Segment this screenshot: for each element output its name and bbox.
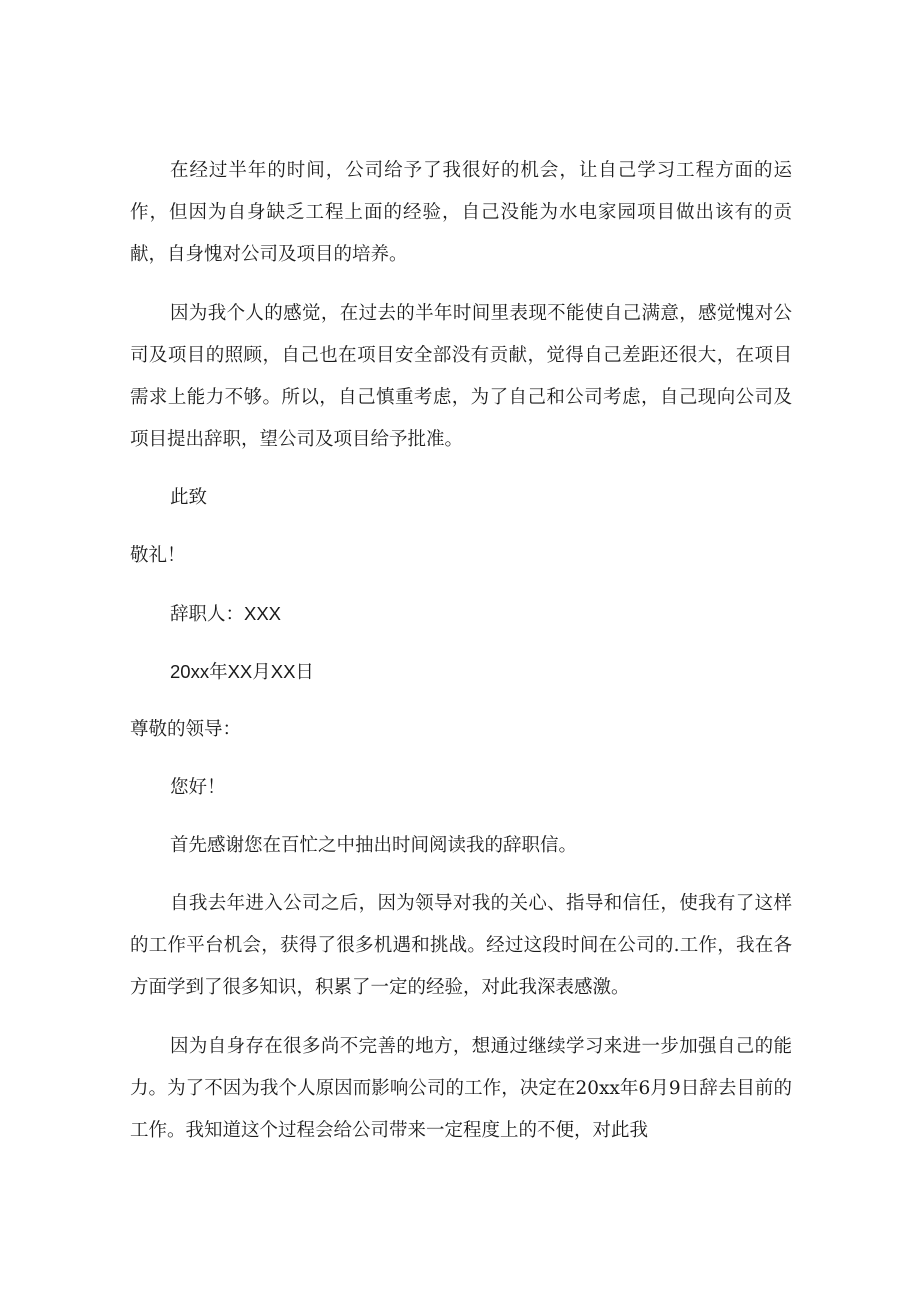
paragraph-gratitude: 自我去年进入公司之后，因为领导对我的关心、指导和信任，使我有了这样的工作平台机会，获得了很多机遇和挑战。经过这段时间在公司的.工作，我在各方面学到了很多知识，积累了一定的经验，对此我深表感激。 <box>130 893 792 998</box>
signature-name: 辞职人：XXX <box>170 603 282 624</box>
letter-greeting: 尊敬的领导： <box>130 719 242 740</box>
paragraph-thanks: 首先感谢您在百忙之中抽出时间阅读我的辞职信。 <box>170 835 578 856</box>
paragraph-decision: 因为自身存在很多尚不完善的地方，想通过继续学习来进一步加强自己的能力。为了不因为我个人原因而影响公司的工作，决定在20xx年6月9日辞去目前的工作。我知道这个过程会给公司带来一定程度上的不便，对此我 <box>130 1036 792 1141</box>
document-page <box>130 150 792 1152</box>
closing-salutation: 此致 <box>170 487 208 508</box>
signature-date: 20xx年XX月XX日 <box>170 661 314 682</box>
letter-hello: 您好！ <box>170 777 226 798</box>
closing-regards: 敬礼！ <box>130 545 186 566</box>
paragraph-resignation-reason: 在经过半年的时间，公司给予了我很好的机会，让自己学习工程方面的运作，但因为自身缺乏工程上面的经验，自己没能为水电家园项目做出该有的贡献，自身愧对公司及项目的培养。 <box>130 160 792 265</box>
paragraph-self-assessment: 因为我个人的感觉，在过去的半年时间里表现不能使自己满意，感觉愧对公司及项目的照顾，自己也在项目安全部没有贡献，觉得自己差距还很大，在项目需求上能力不够。所以，自己慎重考虑，为了自己和公司考虑，自己现向公司及项目提出辞职，望公司及项目给予批准。 <box>130 303 792 450</box>
